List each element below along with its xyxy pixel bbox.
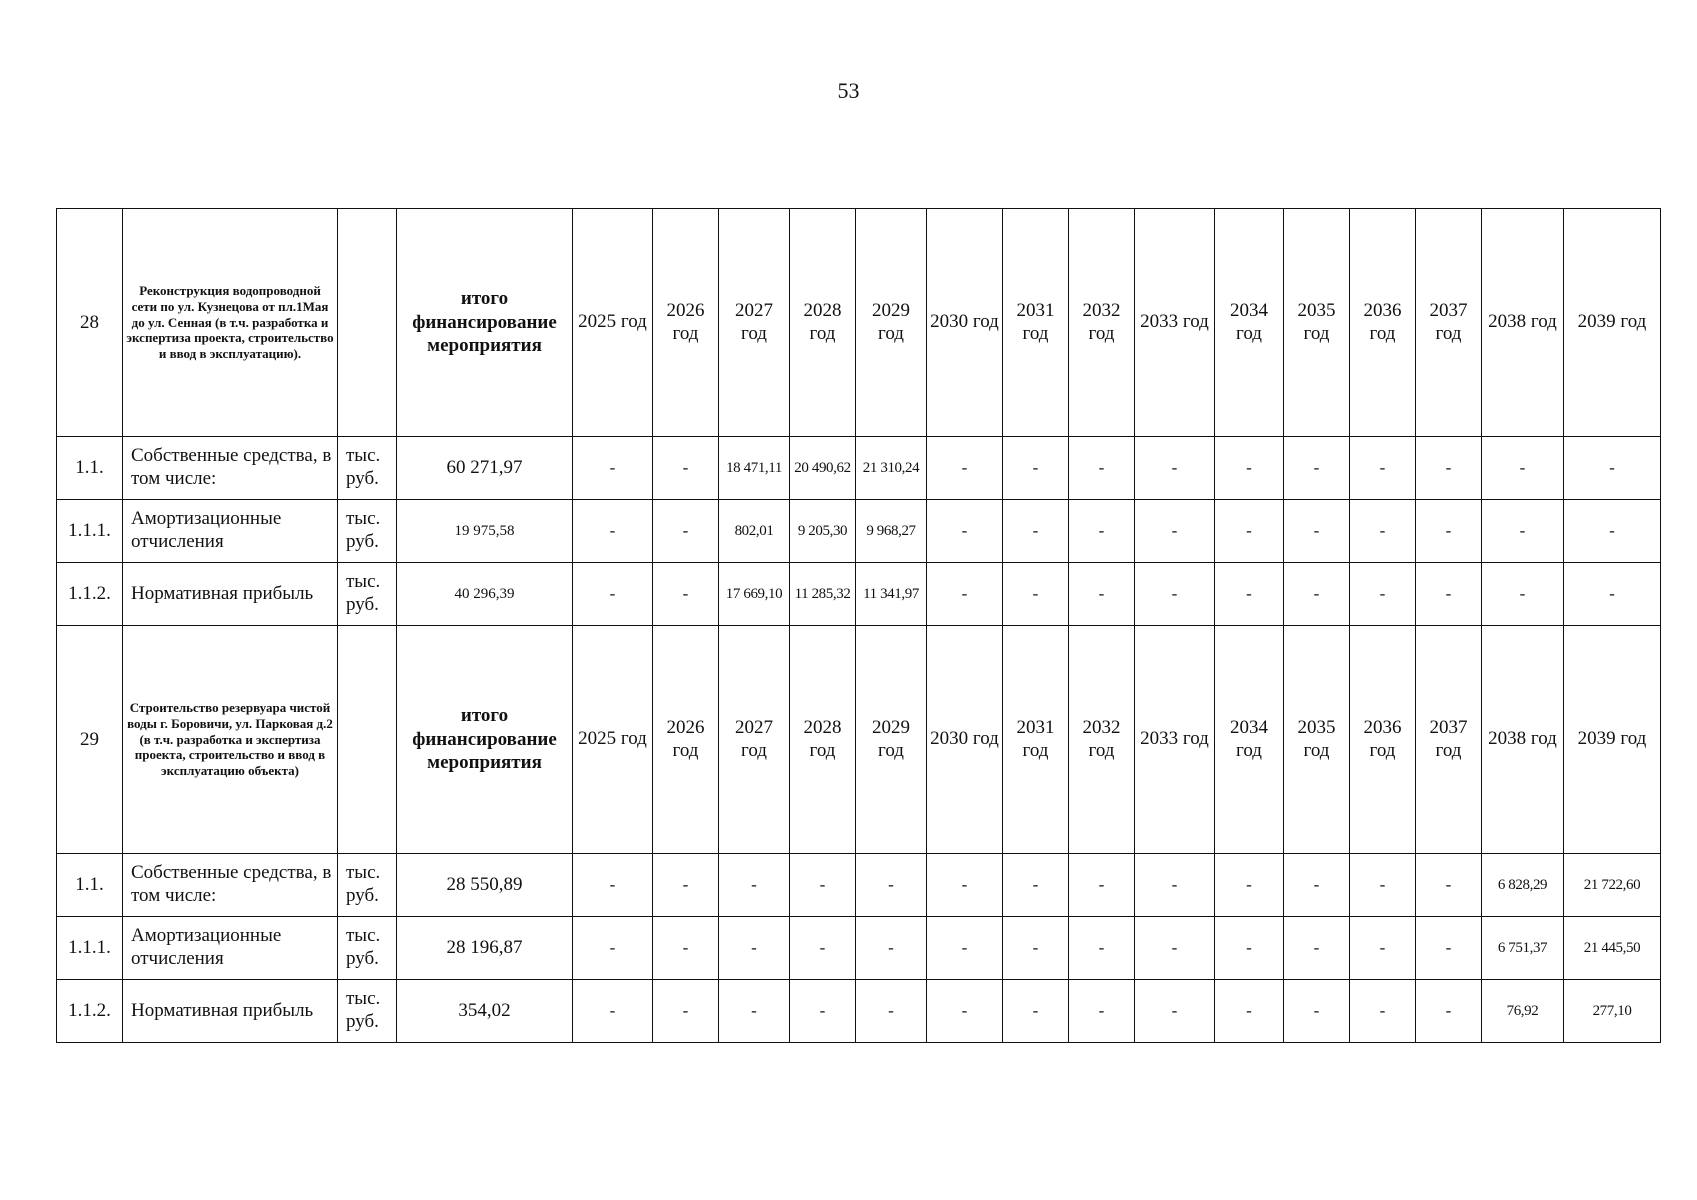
row-unit: тыс. руб. (338, 980, 397, 1043)
year-value: - (1003, 437, 1069, 500)
year-value: - (927, 854, 1003, 917)
year-header: 2033 год (1135, 209, 1215, 437)
year-value: - (927, 980, 1003, 1043)
row-total: 60 271,97 (397, 437, 573, 500)
row-label: Нормативная прибыль (123, 563, 338, 626)
year-value: - (573, 437, 653, 500)
year-header: 2026 год (653, 626, 719, 854)
row-total: 354,02 (397, 980, 573, 1043)
row-label: Амортизационные отчисления (123, 500, 338, 563)
year-value: - (856, 854, 927, 917)
row-code: 1.1. (57, 437, 123, 500)
unit-header-empty (338, 209, 397, 437)
year-value: 277,10 (1564, 980, 1661, 1043)
year-value: - (1135, 917, 1215, 980)
year-value: - (1350, 917, 1416, 980)
year-value: - (1284, 917, 1350, 980)
row-total: 28 196,87 (397, 917, 573, 980)
year-value: - (1350, 500, 1416, 563)
row-unit: тыс. руб. (338, 917, 397, 980)
year-value: - (927, 917, 1003, 980)
year-value: 802,01 (719, 500, 790, 563)
year-value: - (1416, 563, 1482, 626)
table-row (57, 917, 1661, 980)
block-header-row (57, 209, 1661, 437)
year-header: 2029 год (856, 626, 927, 854)
year-value: - (1215, 854, 1284, 917)
table-row (57, 437, 1661, 500)
table-row (57, 500, 1661, 563)
total-financing-header: итого финансирование мероприятия (397, 209, 573, 437)
year-header: 2025 год (573, 209, 653, 437)
year-header: 2034 год (1215, 626, 1284, 854)
year-value: 18 471,11 (719, 437, 790, 500)
unit-header-empty (338, 626, 397, 854)
year-value: - (1135, 563, 1215, 626)
year-header: 2035 год (1284, 209, 1350, 437)
year-value: - (790, 980, 856, 1043)
year-value: - (1416, 500, 1482, 563)
year-header: 2030 год (927, 209, 1003, 437)
year-value: - (1215, 500, 1284, 563)
year-header: 2038 год (1482, 209, 1564, 437)
year-value: 9 968,27 (856, 500, 927, 563)
year-value: - (1215, 563, 1284, 626)
year-header: 2029 год (856, 209, 927, 437)
year-value: 76,92 (1482, 980, 1564, 1043)
row-code: 1.1. (57, 854, 123, 917)
year-value: 11 285,32 (790, 563, 856, 626)
year-value: - (927, 563, 1003, 626)
year-value: - (790, 854, 856, 917)
year-header: 2030 год (927, 626, 1003, 854)
year-value: 20 490,62 (790, 437, 856, 500)
year-value: - (1350, 980, 1416, 1043)
year-value: - (1135, 854, 1215, 917)
year-value: - (653, 563, 719, 626)
year-value: - (1003, 980, 1069, 1043)
year-value: 6 828,29 (1482, 854, 1564, 917)
year-value: - (573, 917, 653, 980)
year-value: - (653, 917, 719, 980)
year-value: 9 205,30 (790, 500, 856, 563)
year-value: - (1135, 437, 1215, 500)
year-header: 2034 год (1215, 209, 1284, 437)
row-code: 1.1.1. (57, 917, 123, 980)
year-value: - (1069, 917, 1135, 980)
year-header: 2036 год (1350, 209, 1416, 437)
year-value: - (719, 980, 790, 1043)
row-code: 1.1.2. (57, 563, 123, 626)
year-value: 21 310,24 (856, 437, 927, 500)
year-value: - (1135, 500, 1215, 563)
year-value: - (1284, 500, 1350, 563)
year-header: 2032 год (1069, 209, 1135, 437)
financing-table (56, 208, 1661, 1043)
year-value: - (1416, 854, 1482, 917)
row-unit: тыс. руб. (338, 500, 397, 563)
block-description: Реконструкция водопроводной сети по ул. Кузнецова от пл.1Мая до ул. Сенная (в т.ч. разработка и экспертиза проекта, строительство и ввод в эксплуатацию). (123, 209, 338, 437)
year-value: - (1284, 437, 1350, 500)
year-value: - (927, 500, 1003, 563)
table-row (57, 980, 1661, 1043)
year-header: 2039 год (1564, 626, 1661, 854)
year-value: - (1564, 563, 1661, 626)
year-header: 2031 год (1003, 626, 1069, 854)
year-value: - (1564, 437, 1661, 500)
year-header: 2026 год (653, 209, 719, 437)
year-value: - (719, 917, 790, 980)
year-value: - (573, 854, 653, 917)
year-value: - (1350, 854, 1416, 917)
year-header: 2037 год (1416, 626, 1482, 854)
block-header-row (57, 626, 1661, 854)
row-unit: тыс. руб. (338, 854, 397, 917)
year-value: - (1003, 500, 1069, 563)
year-value: - (573, 563, 653, 626)
year-header: 2027 год (719, 626, 790, 854)
year-header: 2025 год (573, 626, 653, 854)
year-value: - (1215, 917, 1284, 980)
year-value: - (1482, 500, 1564, 563)
year-header: 2032 год (1069, 626, 1135, 854)
year-value: - (1416, 980, 1482, 1043)
year-value: 21 445,50 (1564, 917, 1661, 980)
table-row (57, 854, 1661, 917)
year-value: - (856, 917, 927, 980)
year-header: 2038 год (1482, 626, 1564, 854)
year-value: - (653, 437, 719, 500)
year-value: - (573, 980, 653, 1043)
row-total: 28 550,89 (397, 854, 573, 917)
year-value: - (1284, 854, 1350, 917)
year-value: - (1069, 500, 1135, 563)
year-value: - (1284, 563, 1350, 626)
year-header: 2028 год (790, 626, 856, 854)
year-value: - (653, 980, 719, 1043)
year-value: - (1069, 980, 1135, 1043)
year-value: - (1215, 437, 1284, 500)
table-row (57, 563, 1661, 626)
year-value: - (653, 854, 719, 917)
year-value: - (653, 500, 719, 563)
page-number: 53 (837, 78, 860, 103)
year-value: - (1482, 563, 1564, 626)
year-value: - (790, 917, 856, 980)
year-value: 17 669,10 (719, 563, 790, 626)
year-value: - (1482, 437, 1564, 500)
year-value: 11 341,97 (856, 563, 927, 626)
row-label: Амортизационные отчисления (123, 917, 338, 980)
year-value: - (1284, 980, 1350, 1043)
row-label: Собственные средства, в том числе: (123, 854, 338, 917)
year-header: 2031 год (1003, 209, 1069, 437)
year-value: 6 751,37 (1482, 917, 1564, 980)
year-value: - (1215, 980, 1284, 1043)
year-value: - (1564, 500, 1661, 563)
row-unit: тыс. руб. (338, 563, 397, 626)
block-number: 28 (57, 209, 123, 437)
total-financing-header: итого финансирование мероприятия (397, 626, 573, 854)
year-header: 2036 год (1350, 626, 1416, 854)
row-unit: тыс. руб. (338, 437, 397, 500)
year-value: - (1069, 563, 1135, 626)
block-description: Строительство резервуара чистой воды г. Боровичи, ул. Парковая д.2 (в т.ч. разработка и экспертиза проекта, строительство и ввод в эксплуатацию объекта) (123, 626, 338, 854)
year-value: - (1416, 917, 1482, 980)
year-header: 2037 год (1416, 209, 1482, 437)
row-label: Нормативная прибыль (123, 980, 338, 1043)
year-value: - (1069, 854, 1135, 917)
year-value: - (719, 854, 790, 917)
year-header: 2033 год (1135, 626, 1215, 854)
row-total: 40 296,39 (397, 563, 573, 626)
block-number: 29 (57, 626, 123, 854)
year-value: - (1003, 854, 1069, 917)
row-total: 19 975,58 (397, 500, 573, 563)
row-code: 1.1.1. (57, 500, 123, 563)
year-value: - (1350, 437, 1416, 500)
year-header: 2035 год (1284, 626, 1350, 854)
year-value: - (856, 980, 927, 1043)
year-value: - (1135, 980, 1215, 1043)
year-value: - (573, 500, 653, 563)
year-value: - (1003, 563, 1069, 626)
year-value: 21 722,60 (1564, 854, 1661, 917)
year-header: 2027 год (719, 209, 790, 437)
row-code: 1.1.2. (57, 980, 123, 1043)
year-value: - (1069, 437, 1135, 500)
year-value: - (1350, 563, 1416, 626)
row-label: Собственные средства, в том числе: (123, 437, 338, 500)
year-header: 2028 год (790, 209, 856, 437)
year-value: - (1003, 917, 1069, 980)
year-header: 2039 год (1564, 209, 1661, 437)
year-value: - (1416, 437, 1482, 500)
year-value: - (927, 437, 1003, 500)
